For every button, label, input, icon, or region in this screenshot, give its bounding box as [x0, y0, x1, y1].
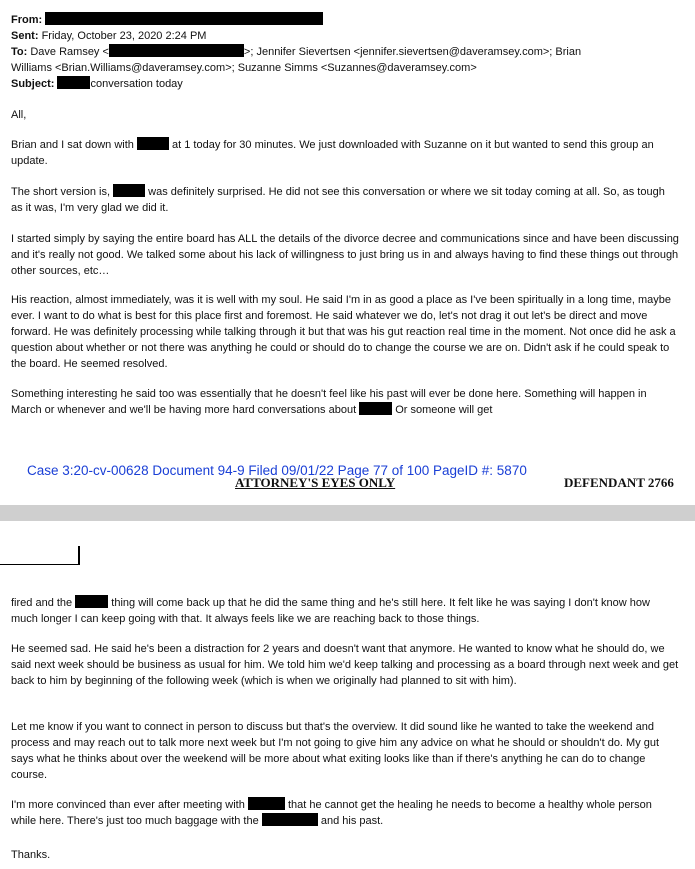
to-line-1 [11, 44, 581, 60]
paragraph-8: Let me know if you want to connect in person to discuss but that's the overview. It did sound like he wanted to take the weekend and process and may reach out to talk more next week but I'm not going to give him any advice on what he should or shouldn't do. My gut says what he thinks about over the weekend will be more about what exiting looks like than if there's anything he can do to change course. [11, 721, 660, 781]
from-line [11, 12, 323, 28]
paragraph-1 [11, 137, 679, 169]
redaction-bar [75, 595, 108, 608]
p9-text-c: and his past. [320, 815, 384, 827]
paragraph-4: His reaction, almost immediately, was it is well with my soul. He said I'm in as good a place as I've been spiritually in a long time, maybe ever. I want to do what is best for this place first and foremost. He said whatever we do, let's not drag it out let's be direct and move forward. He was definitely processing while talking through it but that was his gut reaction real time in the moment. Not once did he ask a question about whether or not there was anything he could or should do to change the course we are on. Didn't ask if he could speak to the board. He seemed resolved. [11, 294, 676, 370]
case-footer: Case 3:20-cv-00628 Document 94-9 Filed 09/01/22 Page 77 of 100 PageID #: 5870 [27, 463, 527, 478]
paragraph-2 [11, 184, 679, 216]
sent-line [11, 28, 206, 44]
redaction-bar [359, 402, 392, 415]
to-line1-b: >; Jennifer Sievertsen <jennifer.sievertsen@daveramsey.com>; Brian [243, 46, 582, 58]
redaction-bar [113, 184, 145, 197]
p5-text-a: Something interesting he said too was essentially that he doesn't feel like his past will ever be done here. Something will happen in March or whenever and we'll be having more hard conversations about [11, 388, 647, 416]
redaction-bar [137, 137, 169, 150]
redaction-bar [248, 797, 285, 810]
paragraph-6 [11, 595, 679, 627]
p2-text-a: The short version is, [11, 186, 111, 198]
attorneys-eyes-only-stamp: ATTORNEY'S EYES ONLY [235, 475, 396, 490]
page-separator [0, 505, 695, 521]
closing: Thanks. [11, 849, 51, 861]
from-label: From: [11, 14, 43, 26]
scan-corner-mark-vertical [78, 546, 80, 564]
redaction-bar [109, 44, 244, 57]
paragraph-9 [11, 797, 679, 829]
paragraph-7: He seemed sad. He said he's been a distraction for 2 years and doesn't want that anymore. He wanted to know what he should do, we said next week should be business as usual for him. We told him we'd keep talking and processing as a board through next week and get back to him by beginning of the following week (which is when we originally had planned to sit with him). [11, 643, 679, 687]
scan-corner-mark [0, 564, 80, 565]
to-line2: Williams <Brian.Williams@daveramsey.com>; Suzanne Simms <Suzannes@daveramsey.com> [11, 62, 477, 74]
bates-number: DEFENDANT 2766 [564, 475, 674, 490]
redaction-bar [262, 813, 318, 826]
p1-text-a: Brian and I sat down with [11, 139, 134, 151]
p6-text-a: fired and the [11, 597, 73, 609]
p9-text-a: I'm more convinced than ever after meeting with [11, 799, 245, 811]
p6-text-b: thing will come back up that he did the same thing and he's still here. It felt like he was saying I don't know how much longer I can keep going with that. It always feels like we are reaching back to those things. [11, 597, 650, 625]
p1-text-b: at 1 today for 30 minutes. We just downloaded with Suzanne on it but wanted to send this group an update. [11, 139, 654, 167]
p2-text-b: was definitely surprised. He did not see this conversation or where we sit today coming at all. So, as tough as it was, I'm very glad we did it. [11, 186, 665, 214]
sent-value: Friday, October 23, 2020 2:24 PM [41, 30, 207, 42]
redaction-bar [57, 76, 90, 89]
sent-label: Sent: [11, 30, 39, 42]
paragraph-5 [11, 386, 679, 418]
paragraph-3: I started simply by saying the entire board has ALL the details of the divorce decree and communications since and have been discussing and it's really not good. We talked some about his lack of willingness to just bring us in and always having to find these things out through other sources, etc… [11, 233, 679, 277]
greeting: All, [11, 109, 27, 121]
to-label: To: [11, 46, 28, 58]
to-line1-a: Dave Ramsey < [30, 46, 109, 58]
subject-value: conversation today [90, 78, 183, 90]
p5-text-b: Or someone will get [395, 404, 493, 416]
subject-label: Subject: [11, 78, 55, 90]
p9-text-b: that he cannot get the healing he needs to become a healthy whole person while here. There's just too much baggage with the [11, 799, 652, 827]
to-line-2 [11, 60, 477, 76]
subject-line [11, 76, 183, 92]
redaction-bar [45, 12, 323, 25]
